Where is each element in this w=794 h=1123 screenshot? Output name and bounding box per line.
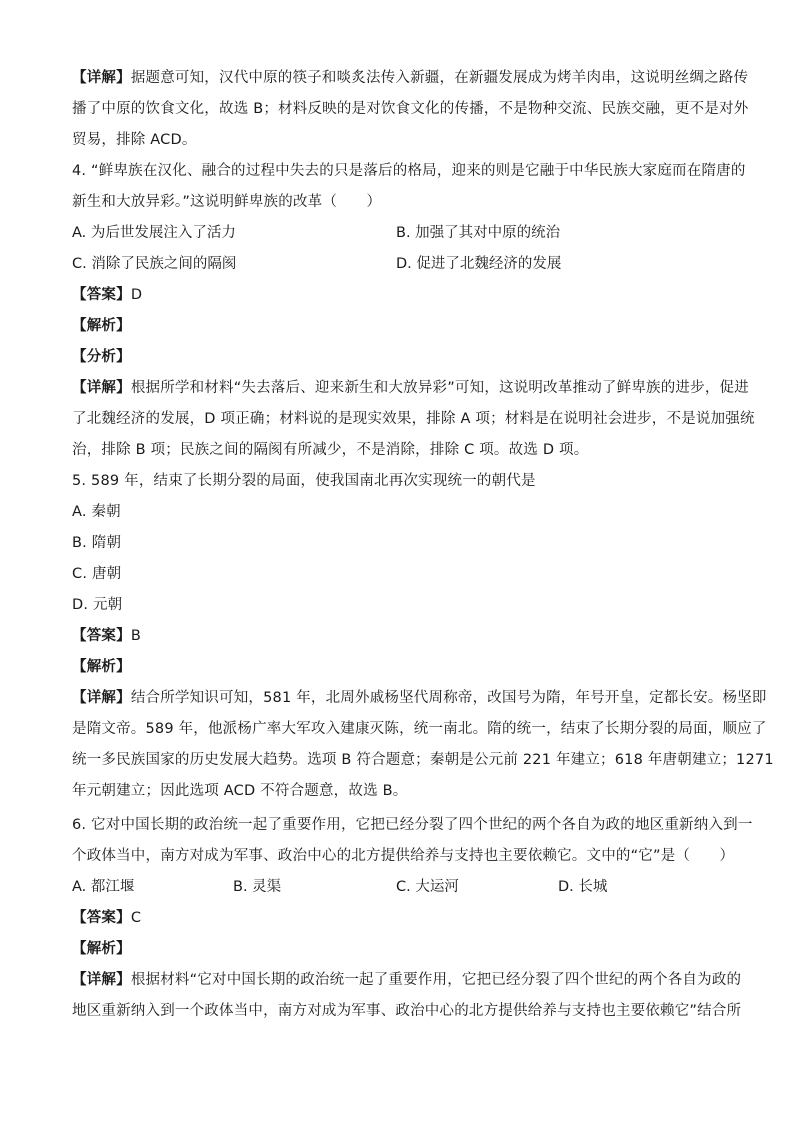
q6-detail-line-1: 【详解】根据材料“它对中国长期的政治统一起了重要作用，它把已经分裂了四个世纪的两个各自为政的: [72, 972, 742, 988]
q6-answer-tag: 【答案】: [72, 910, 131, 926]
q6-analysis-tag: 【解析】: [72, 941, 131, 957]
q4-detail-line-1: 【详解】根据所学和材料“失去落后、迎来新生和大放异彩”可知，这说明改革推动了鲜卑族的进步，促进: [72, 380, 749, 396]
q5-detail-line-4: 年元朝建立；因此选项 ACD 不符合题意，故选 B。: [72, 783, 408, 799]
q4-stem-line-1: 4. “鲜卑族在汉化、融合的过程中失去的只是落后的格局，迎来的则是它融于中华民族大家庭而在隋唐的: [72, 163, 746, 179]
q5-option-a: A. 秦朝: [72, 504, 121, 520]
q4-analysis-tag: 【解析】: [72, 318, 131, 334]
q6-option-d: D. 长城: [558, 879, 608, 895]
q4-detail-line-3: 治，排除 B 项；民族之间的隔阂有所减少，不是消除，排除 C 项。故选 D 项。: [72, 442, 589, 458]
q3-detail-line-3: 贸易，排除 ACD。: [72, 132, 197, 148]
q4-stem-line-2: 新生和大放异彩。”这说明鲜卑族的改革（ ）: [72, 194, 382, 210]
q5-analysis-tag: 【解析】: [72, 659, 131, 675]
q6-stem-line-1: 6. 它对中国长期的政治统一起了重要作用，它把已经分裂了四个世纪的两个各自为政的地区重新纳入到一: [72, 817, 753, 833]
q5-answer-value: B: [130, 628, 141, 644]
q4-option-d: D. 促进了北魏经济的发展: [396, 256, 562, 272]
q4-answer-tag: 【答案】: [72, 287, 131, 303]
q4-option-a: A. 为后世发展注入了活力: [72, 225, 236, 241]
q5-detail-tag: 【详解】: [72, 690, 131, 706]
q3-detail-tag: 【详解】: [72, 70, 131, 86]
q4-option-c: C. 消除了民族之间的隔阂: [72, 256, 237, 272]
q5-detail-line-1: 【详解】结合所学知识可知，581 年，北周外戚杨坚代周称帝，改国号为隋，年号开皇，定都长安。杨坚即: [72, 690, 767, 706]
q4-option-b: B. 加强了其对中原的统治: [396, 225, 561, 241]
q4-detail-line-2: 了北魏经济的发展，D 项正确；材料说的是现实效果，排除 A 项；材料是在说明社会进步，不是说加强统: [72, 411, 755, 427]
q6-stem-line-2: 个政体当中，南方对成为军事、政治中心的北方提供给养与支持也主要依赖它。文中的“它”是（ ）: [72, 848, 735, 864]
q5-option-b: B. 隋朝: [72, 535, 122, 551]
q4-answer-value: D: [130, 287, 143, 303]
q5-detail-line-3: 统一多民族国家的历史发展大趋势。选项 B 符合题意；秦朝是公元前 221 年建立；618 年唐朝建立；1271: [72, 752, 774, 768]
q5-answer-tag: 【答案】: [72, 628, 131, 644]
q6-option-a: A. 都江堰: [72, 879, 135, 895]
q4-detail-tag: 【详解】: [72, 380, 131, 396]
q5-option-d: D. 元朝: [72, 597, 123, 613]
q6-option-c: C. 大运河: [396, 879, 459, 895]
q4-answer: [72, 285, 728, 305]
q4-fenxi-tag: 【分析】: [72, 349, 131, 365]
q6-option-b: B. 灵渠: [233, 879, 282, 895]
q6-answer-value: C: [130, 910, 142, 926]
q5-detail-line-2: 是隋文帝。589 年，他派杨广率大军攻入建康灭陈，统一南北。隋的统一，结束了长期分裂的局面，顺应了: [72, 721, 767, 737]
q6-answer: [72, 908, 728, 928]
q5-option-c: C. 唐朝: [72, 566, 122, 582]
q5-answer: [72, 626, 728, 646]
q3-detail-line-2: 播了中原的饮食文化，故选 B；材料反映的是对饮食文化的传播，不是物种交流、民族交融，更不是对外: [72, 101, 749, 117]
q3-detail-line-1: 【详解】据题意可知，汉代中原的筷子和啖炙法传入新疆，在新疆发展成为烤羊肉串，这说明丝绸之路传: [72, 70, 749, 86]
q6-detail-tag: 【详解】: [72, 972, 131, 988]
q6-detail-line-2: 地区重新纳入到一个政体当中，南方对成为军事、政治中心的北方提供给养与支持也主要依赖它”结合所: [72, 1003, 742, 1019]
q5-stem: 5. 589 年，结束了长期分裂的局面，使我国南北再次实现统一的朝代是: [72, 473, 536, 489]
